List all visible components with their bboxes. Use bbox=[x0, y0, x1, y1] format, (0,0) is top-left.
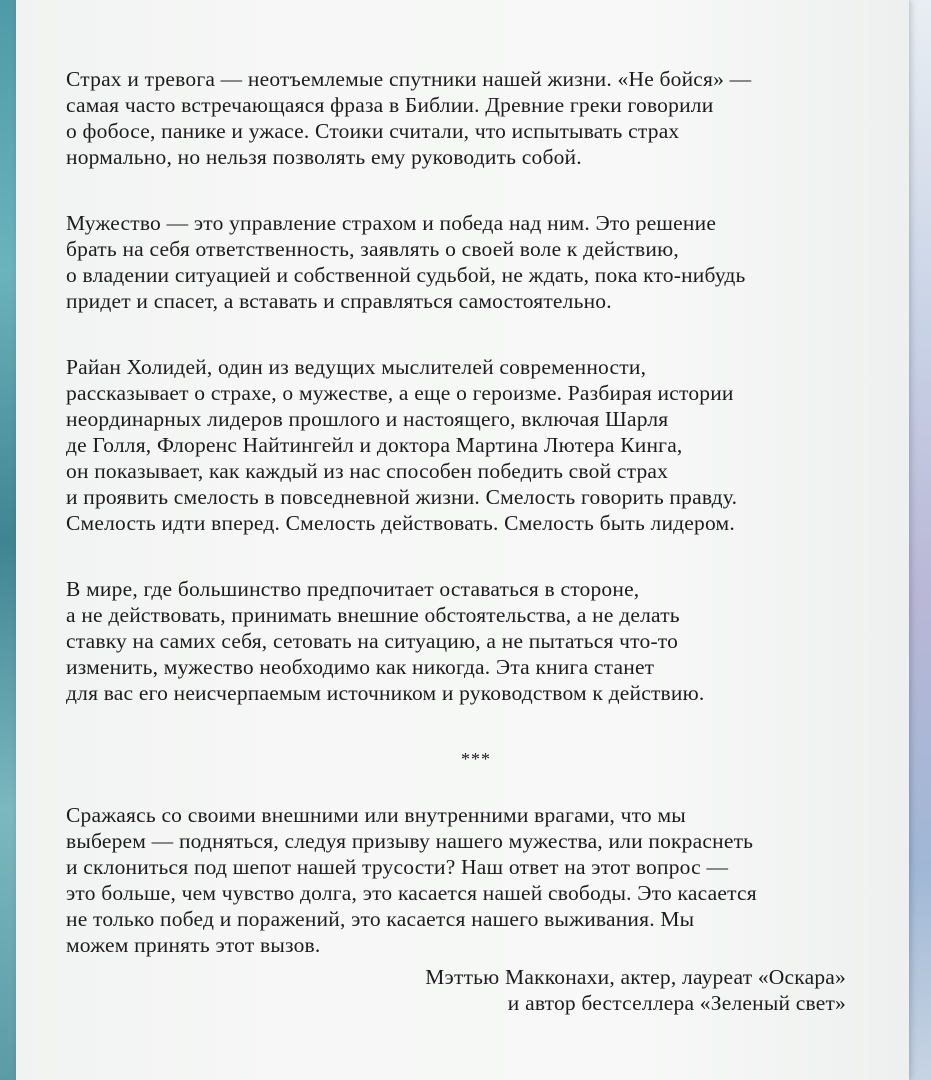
attribution-line: и автор бестселлера «Зеленый свет» bbox=[507, 991, 846, 1015]
text-line: для вас его неисчерпаемым источником и руководством к действию. bbox=[66, 681, 705, 705]
paragraph-courage bbox=[66, 210, 846, 314]
text-line: неординарных лидеров прошлого и настоящего, включая Шарля bbox=[66, 407, 669, 431]
text-line: это больше, чем чувство долга, это касается нашей свободы. Это касается bbox=[66, 881, 757, 905]
right-edge-background bbox=[909, 0, 931, 1080]
text-line: Мужество — это управление страхом и победа над ним. Это решение bbox=[66, 211, 717, 235]
text-line: и проявить смелость в повседневной жизни. Смелость говорить правду. bbox=[66, 485, 738, 509]
cover-text bbox=[66, 66, 846, 1016]
text-line: де Голля, Флоренс Найтингейл и доктора Мартина Лютера Кинга, bbox=[66, 433, 683, 457]
text-line: а не действовать, принимать внешние обстоятельства, а не делать bbox=[66, 603, 680, 627]
quote-paragraph bbox=[66, 802, 846, 958]
text-line: можем принять этот вызов. bbox=[66, 933, 321, 957]
text-line: Райан Холидей, один из ведущих мыслителей современности, bbox=[66, 355, 647, 379]
text-line: не только побед и поражений, это касается нашего выживания. Мы bbox=[66, 907, 695, 931]
text-line: брать на себя ответственность, заявлять о своей воле к действию, bbox=[66, 237, 679, 261]
text-line: Смелость идти вперед. Смелость действовать. Смелость быть лидером. bbox=[66, 511, 735, 535]
paragraph-world bbox=[66, 576, 846, 706]
paragraph-fear bbox=[66, 66, 846, 170]
book-back-cover bbox=[16, 0, 909, 1080]
text-line: рассказывает о страхе, о мужестве, а еще о героизме. Разбирая истории bbox=[66, 381, 734, 405]
text-line: выберем — подняться, следуя призыву нашего мужества, или покраснеть bbox=[66, 829, 754, 853]
quote-attribution bbox=[66, 964, 846, 1016]
text-line: придет и спасет, а вставать и справляться самостоятельно. bbox=[66, 289, 612, 313]
text-line: Страх и тревога — неотъемлемые спутники нашей жизни. «Не бойся» — bbox=[66, 67, 752, 91]
text-line: и склониться под шепот нашей трусости? Наш ответ на этот вопрос — bbox=[66, 855, 729, 879]
text-line: В мире, где большинство предпочитает оставаться в стороне, bbox=[66, 577, 640, 601]
text-line: он показывает, как каждый из нас способен победить свой страх bbox=[66, 459, 669, 483]
section-separator: *** bbox=[461, 749, 491, 769]
text-line: изменить, мужество необходимо как никогда. Эта книга станет bbox=[66, 655, 655, 679]
text-line: самая часто встречающаяся фраза в Библии. Древние греки говорили bbox=[66, 93, 714, 117]
text-line: ставку на самих себя, сетовать на ситуацию, а не пытаться что-то bbox=[66, 629, 679, 653]
text-line: нормально, но нельзя позволять ему руководить собой. bbox=[66, 145, 582, 169]
text-line: Сражаясь со своими внешними или внутренними врагами, что мы bbox=[66, 803, 686, 827]
text-line: о владении ситуацией и собственной судьбой, не ждать, пока кто-нибудь bbox=[66, 263, 746, 287]
text-line: о фобосе, панике и ужасе. Стоики считали, что испытывать страх bbox=[66, 119, 680, 143]
paragraph-author bbox=[66, 354, 846, 536]
attribution-line: Мэттью Макконахи, актер, лауреат «Оскара» bbox=[425, 965, 846, 989]
